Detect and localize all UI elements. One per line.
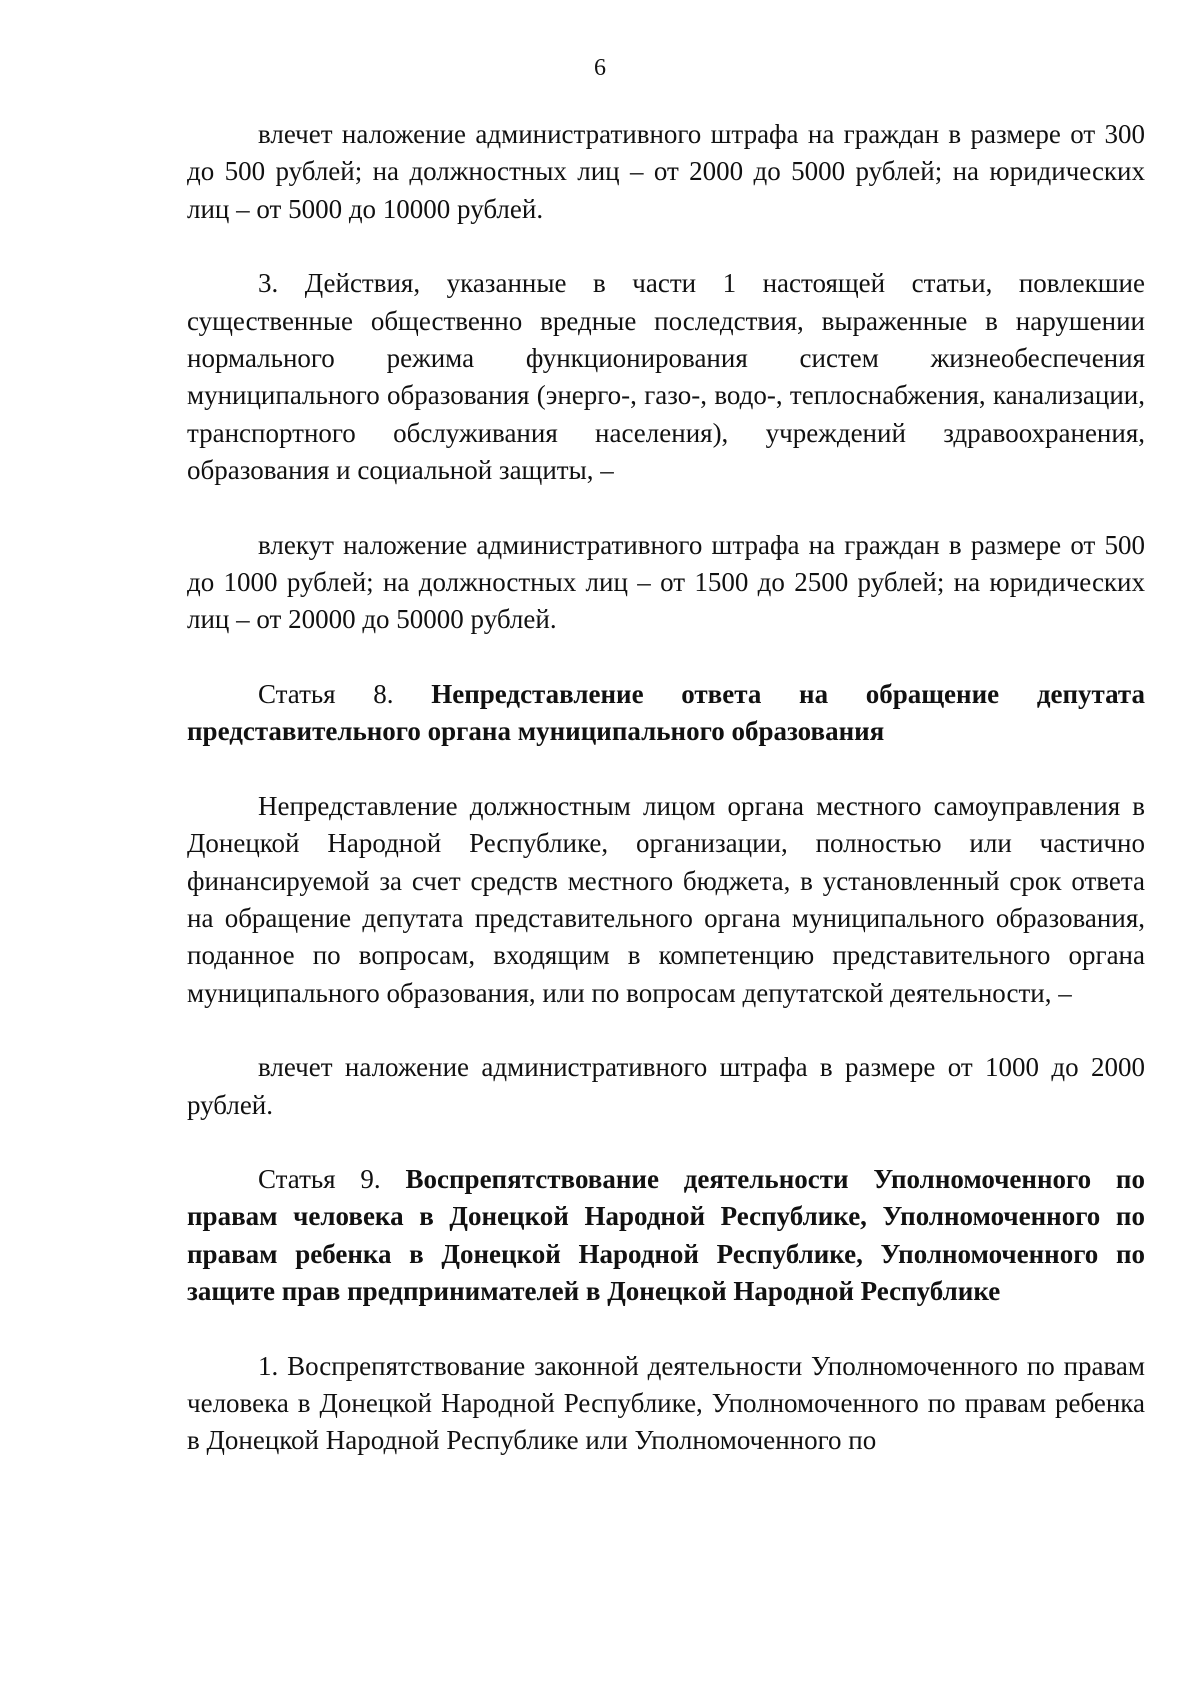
- article-9-heading: [187, 1161, 1145, 1311]
- paragraph-article-9-part-1: 1. Воспрепятствование законной деятельности Уполномоченного по правам человека в Донецкой Народной Республике, Уполномоченного по правам ребенка в Донецкой Народной Республике или Уполномоченного по: [187, 1350, 1145, 1456]
- paragraph-article-8-body: Непредставление должностным лицом органа местного самоуправления в Донецкой Народной Республике, организации, полностью или частично финансируемой за счет средств местного бюджета, в установленный срок ответа на обращение депутата представительного органа муниципального образования, поданное по вопросам, входящим в компетенцию представительного органа муниципального образования, или по вопросам депутатской деятельности, –: [187, 790, 1145, 1008]
- page-number: 6: [594, 55, 606, 81]
- paragraph-part-3: 3. Действия, указанные в части 1 настоящей статьи, повлекшие существенные общественно вредные последствия, выраженные в нарушении нормального режима функционирования систем жизнеобеспечения муниципального образования (энерго-, газо-, водо-, теплоснабжения, канализации, транспортного обслуживания населения), учреждений здравоохранения, образования и социальной защиты, –: [187, 268, 1145, 486]
- paragraph-fine-clause-part-3: влекут наложение административного штрафа на граждан в размере от 500 до 1000 рублей; на должностных лиц – от 1500 до 2500 рублей; на юридических лиц – от 20000 до 50000 рублей.: [187, 529, 1145, 635]
- article-8-heading: [187, 676, 1145, 751]
- document-body: [187, 116, 1145, 1460]
- article-8-title: Непредставление ответа на обращение депутата представительного органа муниципального образования: [187, 678, 1145, 747]
- article-9-title: Воспрепятствование деятельности Уполномоченного по правам человека в Донецкой Народной Республике, Уполномоченного по правам ребенка в Донецкой Народной Республике, Уполномоченного по защите прав предпринимателей в Донецкой Народной Республике: [187, 1163, 1145, 1307]
- paragraph-fine-clause: влечет наложение административного штрафа на граждан в размере от 300 до 500 рублей; на должностных лиц – от 2000 до 5000 рублей; на юридических лиц – от 5000 до 10000 рублей.: [187, 119, 1145, 224]
- article-8-label: Статья 8.: [258, 678, 394, 709]
- paragraph-article-8-fine: влечет наложение административного штрафа в размере от 1000 до 2000 рублей.: [187, 1052, 1145, 1120]
- article-9-label: Статья 9.: [258, 1163, 381, 1194]
